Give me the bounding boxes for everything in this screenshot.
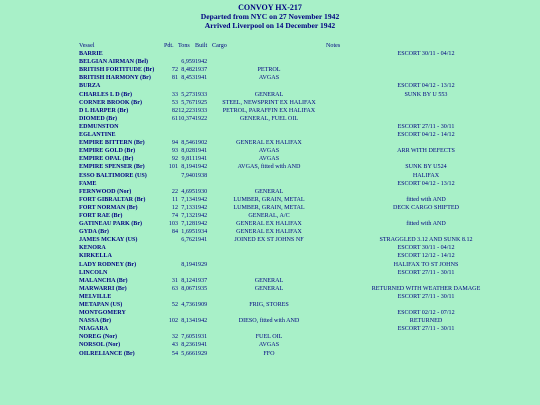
tons-cell: 8,134 (181, 318, 195, 325)
cargo-cell (212, 293, 326, 301)
built-cell (195, 82, 212, 90)
cargo-cell: JOINED EX ST JOHNS NF (234, 237, 304, 244)
pdt-cell: 82 (171, 107, 178, 114)
table-row (79, 309, 526, 317)
built-cell (195, 180, 212, 188)
table-row (79, 188, 526, 196)
pdt-cell (164, 252, 178, 260)
built-cell: 1942 (195, 221, 208, 228)
built-cell: 1941 (195, 342, 208, 349)
page-title: CONVOY HX-217 (238, 3, 302, 12)
notes-cell: ARR WITH DEFECTS (397, 148, 455, 155)
cargo-cell (212, 172, 326, 180)
tons-cell (178, 123, 195, 131)
cargo-cell: GENERAL, FUEL OIL (239, 115, 299, 122)
pdt-cell (164, 244, 178, 252)
pdt-cell (164, 50, 178, 58)
vessel-name: ESSO BALTIMORE (US) (79, 172, 147, 179)
tons-cell: 5,666 (181, 350, 195, 357)
vessel-name: BRITISH HARMONY (Br) (79, 75, 151, 82)
table-row (79, 285, 526, 293)
vessel-name: GATINEAU PARK (Br) (79, 221, 143, 228)
table-row (79, 220, 526, 228)
tons-cell (178, 180, 195, 188)
notes-cell (326, 301, 526, 309)
built-cell: 1942 (195, 59, 208, 66)
vessel-name: BRITISH FORTITUDE (Br) (79, 67, 155, 74)
cargo-cell: DIESO, fitted with AND (238, 318, 300, 325)
table-row (79, 139, 526, 147)
notes-cell (326, 350, 526, 358)
notes-cell (326, 139, 526, 147)
tons-cell: 4,695 (181, 188, 195, 195)
table-row (79, 277, 526, 285)
pdt-cell: 103 (168, 221, 178, 228)
pdt-cell: 22 (171, 188, 178, 195)
cargo-cell: STEEL, NEWSPRINT EX HALIFAX (222, 99, 316, 106)
table-row (79, 269, 526, 277)
notes-cell: ESCORT 27/11 - 30/11 (397, 269, 455, 276)
tons-cell: 6,959 (181, 59, 195, 66)
pdt-cell: 81 (171, 75, 178, 82)
tons-cell: 7,940 (181, 172, 195, 179)
tons-cell (178, 309, 195, 317)
pdt-cell: 52 (171, 302, 178, 308)
notes-cell (326, 341, 526, 349)
notes-cell: ESCORT 02/12 - 07/12 (397, 310, 455, 317)
cargo-cell: FRIG, STORES (249, 302, 289, 308)
tons-cell (178, 244, 195, 252)
tons-cell: 8,236 (181, 342, 195, 349)
built-cell (195, 309, 212, 317)
notes-cell (326, 188, 526, 196)
convoy-table (79, 42, 526, 358)
vessel-name: DIOMED (Br) (79, 115, 118, 122)
notes-cell: ESCORT 27/11 - 30/11 (397, 123, 455, 130)
notes-cell: STRAGGLED 3.12 AND SUNK 8.12 (379, 237, 473, 244)
built-cell: 1937 (195, 277, 208, 284)
header-vessel: Vessel (79, 43, 95, 49)
vessel-name: NASSA (Br) (79, 318, 111, 325)
vessel-name: KIRKELLA (79, 253, 112, 260)
table-row (79, 131, 526, 139)
cargo-cell: GENERAL (254, 188, 284, 195)
tons-cell: 1,695 (181, 229, 195, 236)
pdt-cell: 61 (171, 115, 178, 122)
pdt-cell: 93 (171, 148, 178, 155)
cargo-cell: AVGAS (258, 156, 280, 163)
notes-cell (326, 58, 526, 66)
cargo-cell (212, 82, 326, 90)
cargo-cell: GENERAL (254, 285, 284, 292)
pdt-cell (164, 82, 178, 90)
cargo-cell (212, 180, 326, 188)
cargo-cell (212, 123, 326, 131)
pdt-cell: 53 (171, 99, 178, 106)
cargo-cell: AVGAS, fitted with AND (237, 164, 301, 171)
pdt-cell: 84 (171, 229, 178, 236)
pdt-cell: 92 (171, 156, 178, 163)
built-cell: 1934 (195, 229, 208, 236)
built-cell: 1942 (195, 212, 208, 219)
pdt-cell: 54 (171, 350, 178, 357)
table-row (79, 261, 526, 269)
tons-cell (178, 82, 195, 90)
tons-cell: 5,273 (181, 91, 195, 98)
pdt-cell (164, 261, 178, 269)
notes-cell (326, 277, 526, 285)
pdt-cell (164, 236, 178, 244)
notes-cell: SUNK BY U524 (405, 164, 447, 171)
pdt-cell (164, 123, 178, 131)
tons-cell: 8,067 (181, 285, 195, 292)
table-row (79, 82, 526, 90)
tons-cell (178, 269, 195, 277)
cargo-cell: GENERAL EX HALIFAX (236, 140, 302, 147)
header-cargo: Cargo (212, 43, 227, 49)
cargo-cell (212, 244, 326, 252)
cargo-cell: GENERAL EX HALIFAX (236, 221, 302, 228)
notes-cell (326, 155, 526, 163)
tons-cell: 8,194 (181, 164, 195, 171)
table-row (79, 293, 526, 301)
built-cell: 1937 (195, 67, 208, 74)
tons-cell: 6,762 (181, 237, 195, 244)
table-row (79, 350, 526, 358)
tons-cell: 7,134 (181, 196, 195, 203)
notes-cell (326, 99, 526, 107)
pdt-cell: 94 (171, 140, 178, 147)
cargo-cell (212, 58, 326, 66)
tons-cell: 7,133 (181, 204, 195, 211)
table-row (79, 333, 526, 341)
cargo-cell: LUMBER, GRAIN, METAL (233, 196, 305, 203)
notes-cell: RETURNED (409, 318, 443, 325)
pdt-cell (164, 293, 178, 301)
tons-cell: 10,374 (178, 115, 195, 122)
notes-cell: SUNK BY U 553 (404, 91, 448, 98)
vessel-name: MONTGOMERY (79, 310, 126, 317)
notes-cell: HALIFAX (412, 172, 440, 179)
tons-cell: 8,124 (181, 277, 195, 284)
tons-cell: 8,453 (181, 75, 195, 82)
header-pdt: Pdt. (164, 43, 174, 49)
vessel-name: FORT RAE (Br) (79, 212, 123, 219)
built-cell (195, 269, 212, 277)
vessel-name: EMPIRE SPENSER (Br) (79, 164, 145, 171)
table-row (79, 91, 526, 99)
tons-cell (178, 293, 195, 301)
table-row (79, 99, 526, 107)
tons-cell: 4,736 (181, 302, 195, 308)
built-cell: 1902 (195, 140, 208, 147)
built-cell: 1942 (195, 196, 208, 203)
pdt-cell (164, 131, 178, 139)
cargo-cell (212, 269, 326, 277)
cargo-cell (212, 325, 326, 333)
cargo-cell (212, 131, 326, 139)
vessel-name: BURZA (79, 83, 101, 90)
built-cell: 1942 (195, 164, 208, 171)
notes-cell (326, 66, 526, 74)
built-cell: 1941 (195, 237, 208, 244)
table-row (79, 204, 526, 212)
table-row (79, 236, 526, 244)
cargo-cell: FFO (263, 350, 275, 357)
vessel-name: FORT GIBRALTAR (Br) (79, 196, 146, 203)
notes-cell (326, 228, 526, 236)
tons-cell: 8,546 (181, 140, 195, 147)
built-cell: 1922 (195, 115, 208, 122)
notes-cell: ESCORT 30/11 - 04/12 (397, 245, 455, 252)
pdt-cell: 33 (171, 91, 178, 98)
pdt-cell: 31 (171, 277, 178, 284)
vessel-name: NIAGARA (79, 326, 109, 333)
header-built: Built (195, 43, 208, 49)
built-cell (195, 252, 212, 260)
built-cell: 1933 (195, 107, 208, 114)
pdt-cell: 11 (172, 196, 178, 203)
tons-cell: 7,605 (181, 334, 195, 341)
notes-cell: ESCORT 04/12 - 13/12 (397, 83, 455, 90)
vessel-name: EGLANTINE (79, 132, 116, 139)
pdt-cell: 72 (171, 67, 178, 74)
pdt-cell: 101 (168, 164, 178, 171)
vessel-name: EDMUNSTON (79, 123, 119, 130)
built-cell (195, 131, 212, 139)
vessel-name: BELGIAN AIRMAN (Bel) (79, 59, 149, 66)
built-cell (195, 244, 212, 252)
cargo-cell: GENERAL, A/C (248, 212, 290, 219)
built-cell: 1941 (195, 148, 208, 155)
built-cell (195, 293, 212, 301)
convoy-header (0, 0, 540, 30)
table-header-row (79, 42, 526, 50)
pdt-cell: 12 (171, 204, 178, 211)
cargo-cell: AVGAS (258, 75, 280, 82)
pdt-cell: 74 (171, 212, 178, 219)
tons-cell (178, 325, 195, 333)
built-cell: 1941 (195, 75, 208, 82)
pdt-cell: 32 (171, 334, 178, 341)
notes-cell: ESCORT 27/11 - 30/11 (397, 326, 455, 333)
built-cell: 1938 (195, 172, 208, 179)
tons-cell: 7,128 (181, 221, 195, 228)
table-row (79, 228, 526, 236)
tons-cell: 8,482 (181, 67, 195, 74)
tons-cell: 9,811 (181, 156, 195, 163)
vessel-name: BARRIE (79, 51, 103, 58)
table-row (79, 317, 526, 325)
tons-cell (178, 50, 195, 58)
cargo-cell (212, 309, 326, 317)
tons-cell: 8,028 (181, 148, 195, 155)
tons-cell (178, 131, 195, 139)
cargo-cell: LUMBER, GRAIN, METAL (233, 204, 305, 211)
built-cell: 1935 (195, 285, 208, 292)
pdt-cell (164, 325, 178, 333)
table-row (79, 325, 526, 333)
built-cell: 1929 (195, 261, 208, 268)
notes-cell (326, 107, 526, 115)
pdt-cell: 102 (168, 318, 178, 325)
table-row (79, 147, 526, 155)
built-cell (195, 325, 212, 333)
notes-cell: RETURNED WITH WEATHER DAMAGE (371, 285, 481, 292)
table-row (79, 163, 526, 171)
built-cell: 1933 (195, 91, 208, 98)
pdt-cell (164, 58, 178, 66)
pdt-cell (164, 269, 178, 277)
vessel-name: MALANCHA (Br) (79, 277, 128, 284)
built-cell (195, 123, 212, 131)
table-row (79, 74, 526, 82)
table-row (79, 301, 526, 309)
cargo-cell: PETROL (257, 67, 281, 74)
cargo-cell: FUEL OIL (255, 334, 283, 341)
cargo-cell (212, 261, 326, 269)
vessel-name: MELVILLE (79, 293, 112, 300)
vessel-name: CHARLES L D (Br) (79, 91, 132, 98)
vessel-name: FERNWOOD (Nor) (79, 188, 132, 195)
vessel-name: CORNER BROOK (Br) (79, 99, 142, 106)
pdt-cell (164, 309, 178, 317)
table-row (79, 107, 526, 115)
built-cell: 1931 (195, 334, 208, 341)
notes-cell: ESCORT 04/12 - 13/12 (397, 180, 455, 187)
notes-cell: ESCORT 27/11 - 30/11 (397, 293, 455, 300)
tons-cell (178, 252, 195, 260)
vessel-name: MARWARRI (Br) (79, 285, 127, 292)
pdt-cell: 43 (171, 342, 178, 349)
built-cell: 1942 (195, 204, 208, 211)
notes-cell: HALIFAX TO ST JOHNS (393, 261, 459, 268)
vessel-name: NORSOL (Nor) (79, 342, 121, 349)
notes-cell: ESCORT 30/11 - 04/12 (397, 51, 455, 58)
notes-cell (326, 74, 526, 82)
notes-cell: fitted with AND (406, 196, 446, 203)
table-row (79, 341, 526, 349)
notes-cell (326, 212, 526, 220)
vessel-name: EMPIRE OPAL (Br) (79, 156, 134, 163)
built-cell: 1909 (195, 302, 208, 308)
vessel-name: KENORA (79, 245, 106, 252)
table-row (79, 115, 526, 123)
cargo-cell: AVGAS (258, 342, 280, 349)
vessel-name: LADY RODNEY (Br) (79, 261, 137, 268)
table-row (79, 244, 526, 252)
built-cell: 1925 (195, 99, 208, 106)
header-notes: Notes (326, 43, 341, 49)
cargo-cell: PETROL, PARAFFIN EX HALIFAX (222, 107, 316, 114)
tons-cell: 12,223 (178, 107, 195, 114)
vessel-name: OILRELIANCE (Br) (79, 350, 135, 357)
cargo-cell: GENERAL EX HALIFAX (236, 229, 302, 236)
notes-cell: DECK CARGO SHIFTED (392, 204, 460, 211)
vessel-name: JAMES MCKAY (US) (79, 237, 138, 244)
vessel-name: EMPIRE GOLD (Br) (79, 148, 136, 155)
vessel-name: D L HARPER (Br) (79, 107, 129, 114)
cargo-cell: GENERAL (254, 277, 284, 284)
vessel-name: NOREG (Nor) (79, 334, 118, 341)
built-cell: 1929 (195, 350, 208, 357)
vessel-name: METAPAN (US) (79, 302, 123, 308)
tons-cell: 8,194 (181, 261, 195, 268)
notes-cell: ESCORT 04/12 - 14/12 (397, 132, 455, 139)
table-row (79, 252, 526, 260)
departed-line: Departed from NYC on 27 November 1942 (200, 12, 340, 21)
table-row (79, 58, 526, 66)
vessel-name: GYDA (Br) (79, 229, 109, 236)
vessel-name: FAME (79, 180, 97, 187)
table-row (79, 155, 526, 163)
notes-cell: ESCORT 12/12 - 14/12 (397, 253, 455, 260)
built-cell: 1942 (195, 318, 208, 325)
notes-cell (326, 333, 526, 341)
table-row (79, 212, 526, 220)
built-cell: 1930 (195, 188, 208, 195)
cargo-cell (212, 252, 326, 260)
arrived-line: Arrived Liverpool on 14 December 1942 (204, 21, 336, 30)
cargo-cell (212, 50, 326, 58)
vessel-name: EMPIRE BITTERN (Br) (79, 140, 145, 147)
built-cell (195, 50, 212, 58)
table-row (79, 50, 526, 58)
pdt-cell (164, 172, 178, 180)
vessel-name: LINCOLN (79, 269, 108, 276)
table-row (79, 180, 526, 188)
table-row (79, 123, 526, 131)
table-row (79, 66, 526, 74)
cargo-cell: GENERAL (254, 91, 284, 98)
vessel-name: FORT NORMAN (Br) (79, 204, 138, 211)
table-row (79, 172, 526, 180)
pdt-cell: 63 (171, 285, 178, 292)
table-row (79, 196, 526, 204)
pdt-cell (164, 180, 178, 188)
notes-cell: fitted with AND (406, 221, 446, 228)
cargo-cell: AVGAS (258, 148, 280, 155)
header-tons: Tons (178, 43, 190, 49)
notes-cell (326, 115, 526, 123)
tons-cell: 7,132 (181, 212, 195, 219)
tons-cell: 5,767 (181, 99, 195, 106)
built-cell: 1941 (195, 156, 208, 163)
